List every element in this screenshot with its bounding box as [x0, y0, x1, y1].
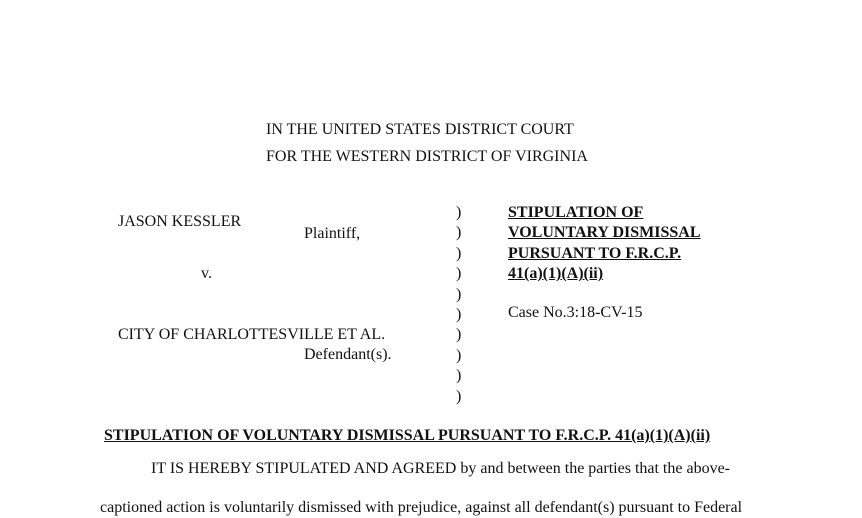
court-district-line: FOR THE WESTERN DISTRICT OF VIRGINIA	[266, 148, 588, 165]
stipulation-title-line: STIPULATION OF	[508, 204, 644, 221]
document-heading: STIPULATION OF VOLUNTARY DISMISSAL PURSUANT TO F.R.C.P. 41(a)(1)(A)(ii)	[104, 427, 711, 444]
paren: )	[456, 224, 462, 242]
defendant-name: CITY OF CHARLOTTESVILLE ET AL.	[118, 326, 386, 343]
defendant-label: Defendant(s).	[304, 346, 392, 363]
paren: )	[456, 326, 462, 344]
paren: )	[456, 346, 462, 364]
versus-label: v.	[201, 265, 212, 282]
paren: )	[456, 265, 462, 283]
caption-paren-column	[456, 203, 468, 407]
paren: )	[456, 204, 462, 221]
paren: )	[456, 367, 462, 385]
court-name-line: IN THE UNITED STATES DISTRICT COURT	[266, 121, 574, 138]
paren: )	[456, 306, 462, 324]
stipulation-title-block	[508, 203, 700, 285]
case-number: Case No.3:18-CV-15	[508, 304, 643, 321]
paren: )	[456, 285, 462, 303]
stipulation-title-line: 41(a)(1)(A)(ii)	[508, 265, 604, 283]
plaintiff-label: Plaintiff,	[304, 225, 361, 242]
body-paragraph-line-1: IT IS HEREBY STIPULATED AND AGREED by and between the parties that the above-	[151, 460, 731, 477]
stipulation-title-line: VOLUNTARY DISMISSAL	[508, 224, 701, 242]
stipulation-title-line: PURSUANT TO F.R.C.P.	[508, 244, 682, 262]
paren: )	[456, 387, 462, 405]
plaintiff-name: JASON KESSLER	[118, 213, 242, 230]
paren: )	[456, 244, 462, 262]
body-paragraph-line-2: captioned action is voluntarily dismissed with prejudice, against all defendant(s) pursuant to Federal	[100, 499, 743, 516]
